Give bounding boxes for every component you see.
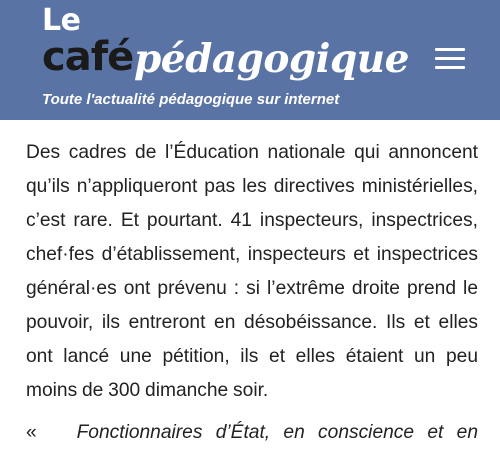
logo-le[interactable]: Le — [42, 3, 81, 38]
site-header — [0, 0, 500, 120]
article-quote — [26, 416, 478, 450]
menu-line — [435, 57, 465, 60]
menu-line — [435, 48, 465, 51]
logo-cafe[interactable]: café — [42, 34, 134, 80]
site-tagline: Toute l'actualité pédagogique sur internet — [42, 91, 340, 108]
quote-mark: « — [26, 422, 37, 443]
article-content — [26, 136, 478, 450]
logo-pedagogique[interactable]: pédagogique — [134, 36, 409, 82]
quote-text: Fonctionnaires d’État, en conscience et en — [76, 422, 478, 443]
menu-line — [435, 66, 465, 69]
article-paragraph: Des cadres de l’Éducation nationale qui annoncent qu’ils n’appliqueront pas les directives ministérielles, c’est rare. Et pourtant. 41 inspecteurs, inspectrices, chef·fes d’établissement, inspecteurs et inspectrices général·es ont prévenu : si l’extrême droite prend le pouvoir, ils entreront en désobéissance. Ils et elles ont lancé une pétition, ils et elles étaient un peu moins de 300 dimanche soir. — [26, 142, 478, 401]
hamburger-menu-icon[interactable] — [432, 44, 468, 72]
